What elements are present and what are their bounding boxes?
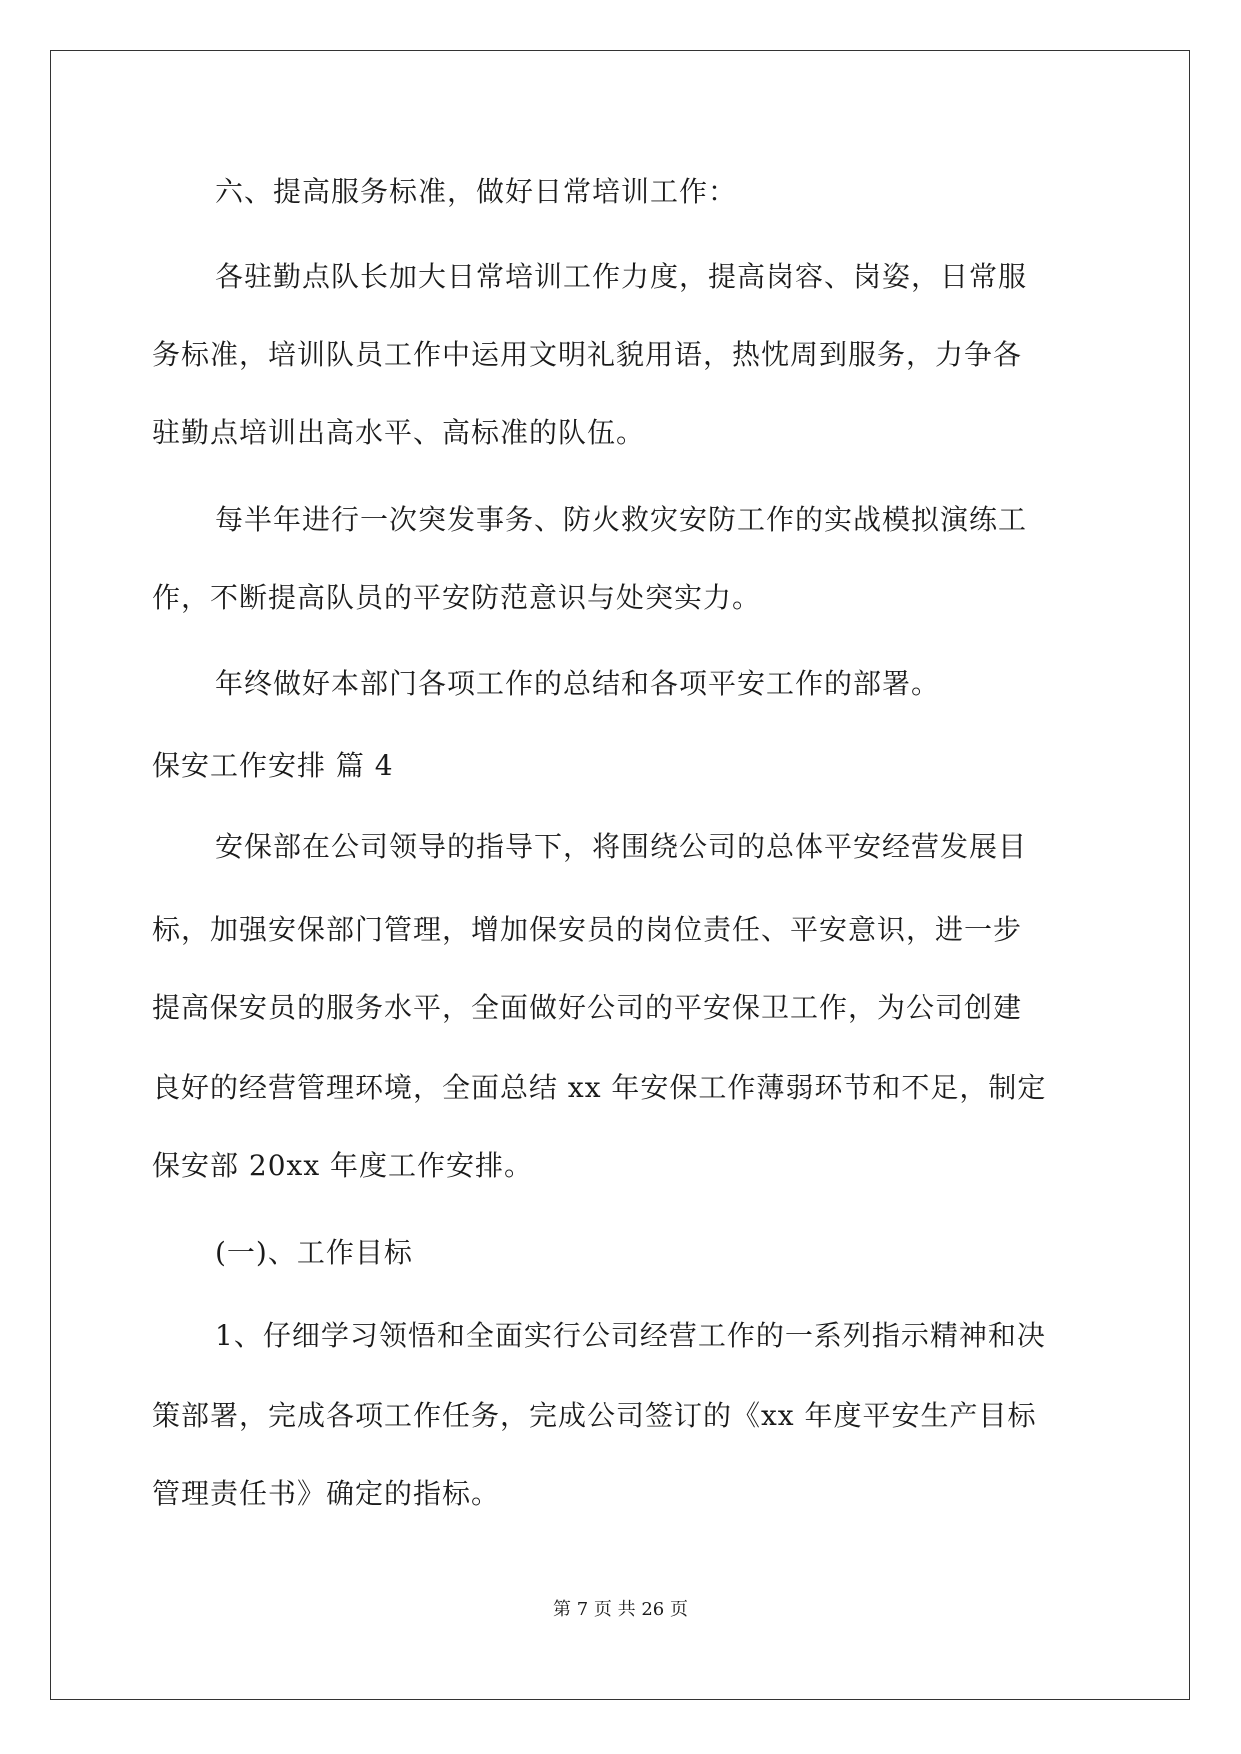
text-line: 安保部在公司领导的指导下，将围绕公司的总体平安经营发展目 bbox=[215, 830, 1028, 863]
text-line: 年终做好本部门各项工作的总结和各项平安工作的部署。 bbox=[215, 667, 941, 700]
text-line: 提高保安员的服务水平，全面做好公司的平安保卫工作，为公司创建 bbox=[152, 991, 1023, 1024]
subsection-heading: (一)、工作目标 bbox=[215, 1236, 413, 1269]
text-line: 驻勤点培训出高水平、高标准的队伍。 bbox=[152, 416, 646, 449]
text-line: 每半年进行一次突发事务、防火救灾安防工作的实战模拟演练工 bbox=[215, 503, 1028, 536]
text-line: 各驻勤点队长加大日常培训工作力度，提高岗容、岗姿，日常服 bbox=[215, 260, 1028, 293]
text-line: 六、提高服务标准，做好日常培训工作： bbox=[215, 175, 738, 208]
text-line: 标，加强安保部门管理，增加保安员的岗位责任、平安意识，进一步 bbox=[152, 913, 1023, 946]
text-line: 1、仔细学习领悟和全面实行公司经营工作的一系列指示精神和决 bbox=[215, 1319, 1046, 1352]
text-line: 保安部 20xx 年度工作安排。 bbox=[152, 1149, 534, 1182]
page-number-footer: 第 7 页 共 26 页 bbox=[553, 1599, 688, 1620]
text-line: 作，不断提高队员的平安防范意识与处突实力。 bbox=[152, 581, 762, 614]
text-line: 管理责任书》确定的指标。 bbox=[152, 1477, 501, 1510]
text-line: 策部署，完成各项工作任务，完成公司签订的《xx 年度平安生产目标 bbox=[152, 1399, 1037, 1432]
page-border bbox=[50, 50, 1190, 1700]
text-line: 良好的经营管理环境，全面总结 xx 年安保工作薄弱环节和不足，制定 bbox=[152, 1071, 1047, 1104]
text-line: 务标准，培训队员工作中运用文明礼貌用语，热忱周到服务，力争各 bbox=[152, 338, 1023, 371]
section-heading: 保安工作安排 篇 4 bbox=[152, 749, 394, 782]
